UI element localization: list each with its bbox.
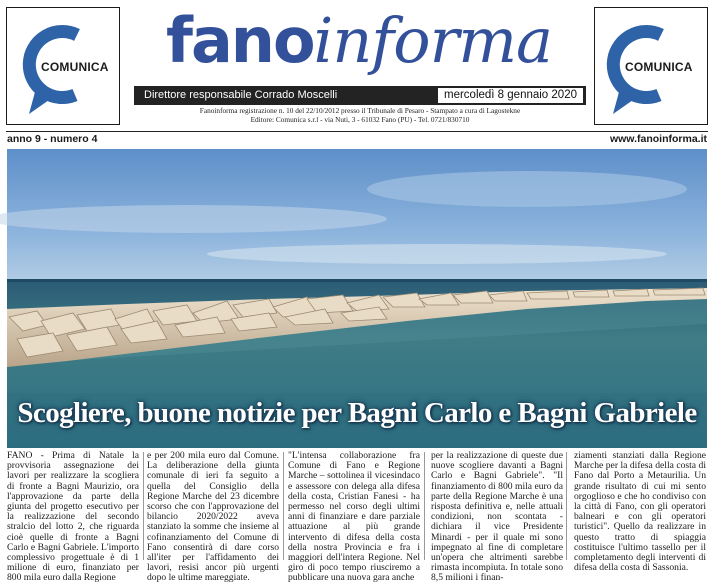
issue-number: anno 9 - numero 4 [7, 133, 98, 145]
column-divider [143, 452, 144, 560]
article-column-3 [288, 450, 420, 584]
article-column-2-text: e per 200 mila euro dal Comune. La deliberazione della giunta comunale di ieri fa seguito a quella del Consiglio della Regione Marche del 23 dicembre scorso che con l'approvazione del bilancio 2020/2022 aveva stanziato la somme che insieme al cofinanziamento del Comune di Fano consentirà di dare corso all'iter per l'affidamento dei lavori, resisi ancor più urgenti dopo le ultime mareggiate. [147, 450, 279, 584]
article-column-5-text: ziamenti stanziati dalla Regione Marche per la difesa della costa di Fano dal Porto a Metaurilia. Un grande risultato di cui mi sento orgoglioso e che ho condiviso con la città di Fano, con gli operatori balneari e con gli operatori turistici". Quello da realizzare in questo tratto di spiaggia costituisce l'ultimo tassello per il completamento degli interventi di difesa della costa di Sassonia. [574, 450, 706, 574]
article-column-3-text: "L'intensa collaborazione fra Comune di Fano e Regione Marche – sottolinea il vicesindaco e assessore con delega alla difesa della costa, Cristian Fanesi - ha permesso nel corso degli ultimi anni di finanziare e dare parziale attuazione al più grande intervento di difesa della costa della nostra Provincia e fra i maggiori dell'intera Regione. Nel giro di poco tempo riusciremo a pubblicare una nuova gara anche [288, 450, 420, 584]
article-column-4-text: per la realizzazione di queste due nuove scogliere davanti a Bagni Carlo e Bagni Gabriele". "Il finanziamento di 800 mila euro da parte della Regione Marche è una risposta definitiva e, nelle attuali condizioni, non scontata - dichiara il vice Presidente Minardi - per il quale mi sono impegnato al fine di completare un'opera che altrimenti sarebbe rimasta incompiuta. In totale sono 8,5 milioni i finan- [431, 450, 563, 584]
registration-line: Fanoinforma registrazione n. 10 del 22/10/2012 presso il Tribunale di Pesaro - Stampato a cura di Lagostekne [199, 106, 521, 115]
masthead-brand-italic: informa [313, 4, 552, 77]
ad-left-label: COMUNICA [41, 60, 109, 74]
publisher-line: Editore: Comunica s.r.l - via Nuti, 3 - 61032 Fano (PU) - Tel. 0721/830710 [250, 115, 470, 124]
column-divider [424, 452, 425, 560]
article-column-5 [574, 450, 706, 574]
masthead-logo[interactable] [130, 4, 588, 84]
issue-row [7, 133, 707, 147]
article-headline[interactable]: Scogliere, buone notizie per Bagni Carlo e Bagni Gabriele [17, 397, 697, 429]
advertisement-right[interactable] [594, 7, 708, 125]
director-name: Direttore responsabile Corrado Moscelli [144, 89, 338, 101]
column-divider [566, 452, 567, 560]
issue-date: mercoledì 8 gennaio 2020 [438, 88, 583, 103]
divider-top [6, 131, 708, 132]
ad-right-label: COMUNICA [625, 60, 693, 74]
article-column-2 [147, 450, 279, 584]
column-divider [283, 452, 284, 560]
article-column-4 [431, 450, 563, 584]
advertisement-left[interactable] [6, 7, 120, 125]
article-column-1 [7, 450, 139, 584]
website-link[interactable]: www.fanoinforma.it [609, 133, 707, 145]
masthead-brand-bold: fano [166, 4, 314, 77]
article-column-1-text: FANO - Prima di Natale la provvisoria assegnazione dei lavori per realizzare la scogliera di fronte a Bagni Maurizio, ora l'approvazione da parte della giunta del progetto esecutivo per la realizzazione del secondo stralcio del lotto 2, che riguarda cioè quelle di fronte a Bagni Carlo e Bagni Gabriele. L'importo complessivo progettuale è di 1 milione di euro, finanziato per 800 mila euro dalla Regione [7, 450, 139, 584]
director-bar [134, 86, 586, 105]
article-photo [7, 149, 707, 448]
